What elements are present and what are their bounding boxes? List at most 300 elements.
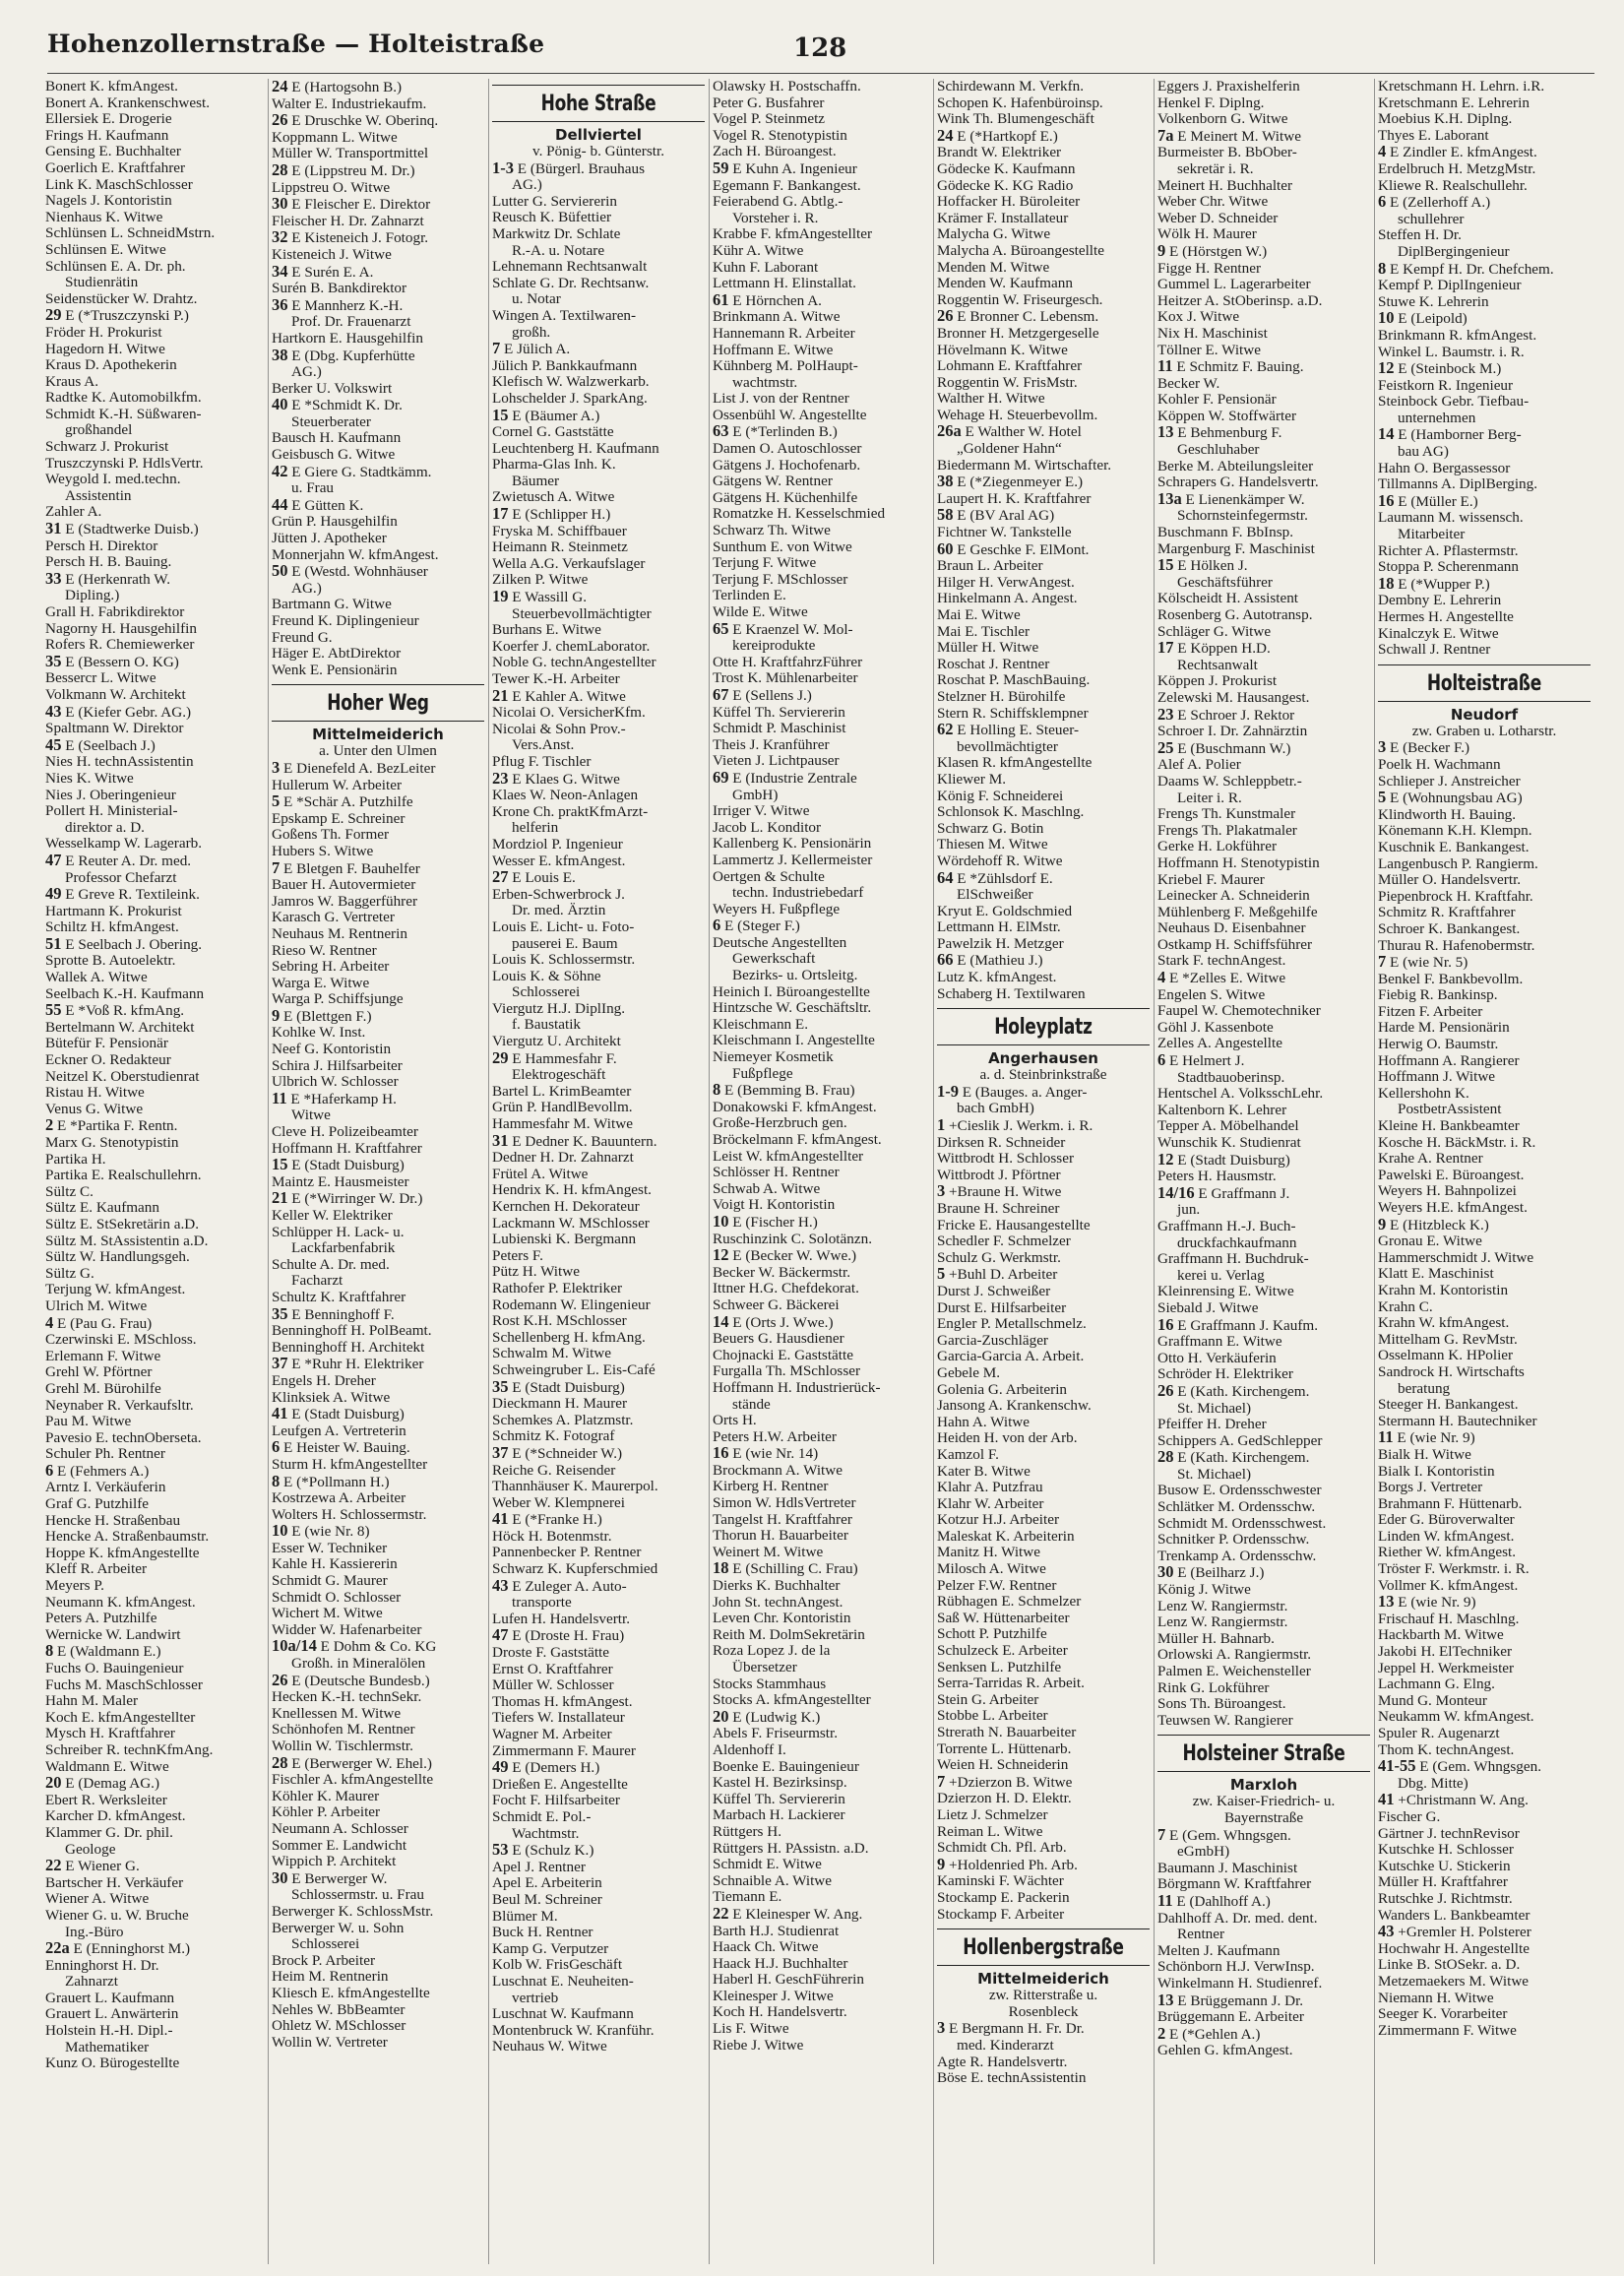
house-entry xyxy=(1378,576,1591,594)
resident-entry xyxy=(272,1969,484,1986)
entry-text: Esser W. Techniker xyxy=(272,1540,388,1556)
house-number: 42 xyxy=(272,463,288,480)
entry-text: Kliewe R. Realschullehr. xyxy=(1378,177,1528,194)
house-number: 36 xyxy=(272,296,288,314)
entry-text: Osselmann K. HPolier xyxy=(1378,1348,1514,1364)
entry-text: E (Steger F.) xyxy=(724,917,800,935)
entry-text: R.-A. u. Notare xyxy=(512,242,605,259)
entry-text: Wingen A. Textilwaren- xyxy=(492,307,637,324)
resident-entry xyxy=(937,640,1150,657)
entry-text: Schlonsok K. Maschlng. xyxy=(937,804,1085,821)
house-entry xyxy=(272,297,484,315)
resident-entry xyxy=(713,1807,925,1824)
house-number: 2 xyxy=(1157,2025,1166,2043)
resident-entry xyxy=(272,1208,484,1225)
entry-text: Hencke H. Straßenbau xyxy=(45,1512,181,1529)
resident-entry xyxy=(1378,609,1591,626)
resident-entry xyxy=(1157,1284,1370,1300)
resident-entry xyxy=(492,903,705,919)
entry-text: Thyes E. Laborant xyxy=(1378,127,1489,144)
entry-text: Seidenstücker W. Drahtz. xyxy=(45,290,198,307)
entry-text: Leiter i. R. xyxy=(1177,790,1242,806)
house-entry xyxy=(1157,491,1370,509)
resident-entry xyxy=(1157,790,1370,807)
resident-entry xyxy=(272,1257,484,1274)
entry-text: Berwerger W. u. Sohn xyxy=(272,1920,405,1936)
resident-entry xyxy=(492,1362,705,1379)
entry-text: E (wie Nr. 14) xyxy=(732,1445,819,1463)
entry-text: Schläger G. Witwe xyxy=(1157,623,1272,640)
house-number: 10 xyxy=(272,1523,288,1541)
entry-text: Kotzur H.J. Arbeiter xyxy=(937,1512,1059,1529)
entry-text: Pfeiffer H. Dreher xyxy=(1157,1417,1267,1433)
house-entry xyxy=(492,506,705,524)
entry-text: Pawelzik H. Metzger xyxy=(937,935,1064,952)
entry-text: Müller H. Bahnarb. xyxy=(1157,1630,1275,1647)
entry-text: Langenbusch P. Rangierm. xyxy=(1378,855,1538,872)
resident-entry xyxy=(713,1017,925,1034)
resident-entry xyxy=(1157,987,1370,1004)
resident-entry xyxy=(492,837,705,854)
entry-text: Schmidt Ch. Pfl. Arb. xyxy=(937,1840,1067,1857)
house-number: 15 xyxy=(492,407,509,424)
resident-entry xyxy=(1378,559,1591,576)
resident-entry xyxy=(45,1217,258,1233)
resident-entry xyxy=(713,968,925,984)
resident-entry xyxy=(45,342,258,358)
resident-entry xyxy=(1378,1183,1591,1200)
entry-text: E (wie Nr. 9) xyxy=(1398,1594,1476,1612)
entry-text: Fichtner W. Tankstelle xyxy=(937,525,1072,541)
resident-entry xyxy=(272,2018,484,2035)
entry-text: Rechtsanwalt xyxy=(1177,657,1258,673)
resident-entry xyxy=(937,95,1150,112)
resident-entry xyxy=(45,820,258,837)
entry-text: Schopen K. Hafenbüroinsp. xyxy=(937,95,1103,111)
entry-text: E (Beilharz J.) xyxy=(1177,1564,1265,1582)
entry-text: E Dedner K. Bauuntern. xyxy=(512,1132,657,1150)
entry-text: E (Mathieu J.) xyxy=(957,952,1043,970)
entry-text: Laupert H. K. Kraftfahrer xyxy=(937,490,1092,507)
entry-text: Thurau R. Hafenobermstr. xyxy=(1378,937,1535,954)
entry-text: Hammesfahr M. Witwe xyxy=(492,1116,633,1133)
resident-entry xyxy=(713,1824,925,1841)
entry-text: Köppen W. Stoffwärter xyxy=(1157,408,1297,424)
entry-text: Mitarbeiter xyxy=(1398,527,1466,543)
entry-text: E Helmert J. xyxy=(1169,1052,1245,1070)
resident-entry xyxy=(272,480,484,497)
entry-text: u. Frau xyxy=(291,480,335,497)
entry-text: Freund G. xyxy=(272,629,333,646)
resident-entry xyxy=(713,1100,925,1116)
district-name: Neudorf xyxy=(1450,705,1519,724)
entry-text: E Reuter A. Dr. med. xyxy=(65,852,192,869)
entry-text: Schmidt P. Maschinist xyxy=(713,721,846,737)
resident-entry xyxy=(492,1017,705,1034)
resident-entry xyxy=(1378,2023,1591,2040)
entry-text: Heimann R. Steinmetz xyxy=(492,539,628,556)
entry-text: E (Bemming B. Frau) xyxy=(724,1082,855,1100)
entry-text: E (BV Aral AG) xyxy=(957,507,1055,525)
house-number: 22 xyxy=(45,1858,62,1875)
resident-entry xyxy=(713,1232,925,1248)
entry-text: Gummel L. Lagerarbeiter xyxy=(1157,277,1311,293)
entry-text: Übersetzer xyxy=(732,1660,797,1675)
house-entry xyxy=(1157,1992,1370,2010)
resident-entry xyxy=(1378,840,1591,856)
entry-text: Bezirks- u. Ortsleitg. xyxy=(732,968,858,984)
entry-text: Eckner O. Redakteur xyxy=(45,1052,171,1069)
resident-entry xyxy=(492,1264,705,1281)
entry-text: Hammerschmidt J. Witwe xyxy=(1378,1249,1534,1266)
entry-text: E (wie Nr. 5) xyxy=(1390,954,1468,972)
resident-entry xyxy=(1378,1776,1591,1793)
entry-text: E (*Terlinden B.) xyxy=(732,423,838,441)
resident-entry xyxy=(937,194,1150,211)
resident-entry xyxy=(937,1890,1150,1907)
resident-entry xyxy=(45,1036,258,1052)
resident-entry xyxy=(272,514,484,531)
resident-entry xyxy=(713,1956,925,1973)
house-entry xyxy=(713,1560,925,1578)
entry-text: Schwarz J. Prokurist xyxy=(45,439,169,456)
resident-entry xyxy=(937,2055,1150,2071)
house-entry xyxy=(1157,1185,1370,1203)
entry-text: Klahr A. Putzfrau xyxy=(937,1480,1043,1496)
entry-text: Leist W. kfmAngestellter xyxy=(713,1148,864,1165)
resident-entry xyxy=(937,1430,1150,1447)
house-entry xyxy=(492,1379,705,1397)
resident-entry xyxy=(937,837,1150,854)
house-number: 25 xyxy=(1157,739,1174,757)
resident-entry xyxy=(1157,1664,1370,1680)
resident-entry xyxy=(272,1423,484,1440)
house-entry xyxy=(272,1190,484,1208)
entry-text: E Kahler A. Witwe xyxy=(512,687,626,705)
resident-entry xyxy=(713,1512,925,1529)
house-number: 4 xyxy=(1157,970,1166,987)
entry-text: Nicolai O. VersicherKfm. xyxy=(492,705,646,722)
resident-entry xyxy=(1378,227,1591,244)
resident-entry xyxy=(1378,1004,1591,1021)
entry-text: E (*Wirringer W. Dr.) xyxy=(291,1190,423,1208)
entry-text: E *Schmidt K. Dr. xyxy=(291,397,403,414)
entry-text: Henkel F. Diplng. xyxy=(1157,95,1265,111)
entry-text: Trost K. Mühlenarbeiter xyxy=(713,670,858,687)
house-number: 26 xyxy=(272,1672,288,1689)
house-entry xyxy=(1378,739,1591,757)
resident-entry xyxy=(272,1821,484,1838)
entry-text: E (Stadt Duisburg) xyxy=(1177,1151,1290,1169)
house-number: 6 xyxy=(1157,1052,1166,1070)
entry-text: Lammertz J. Kellermeister xyxy=(713,852,873,868)
entry-text: Hoffmann A. Rangierer xyxy=(1378,1052,1520,1069)
house-entry xyxy=(937,1117,1150,1135)
resident-entry xyxy=(45,1578,258,1595)
house-entry xyxy=(1378,310,1591,328)
resident-entry xyxy=(713,753,925,770)
resident-entry xyxy=(45,1529,258,1546)
house-number: 18 xyxy=(1378,575,1395,593)
resident-entry xyxy=(713,539,925,556)
entry-text: Witwe xyxy=(291,1107,331,1124)
house-entry xyxy=(937,308,1150,326)
house-number: 30 xyxy=(272,1869,288,1887)
house-number: 47 xyxy=(45,852,62,869)
entry-text: Hahn A. Witwe xyxy=(937,1414,1031,1430)
resident-entry xyxy=(492,1875,705,1892)
street-name: Holeyplatz xyxy=(994,1015,1093,1041)
entry-text: Wenk E. Pensionärin xyxy=(272,662,398,678)
entry-text: Durst J. Schweißer xyxy=(937,1283,1051,1299)
entry-text: Jülich P. Bankkaufmann xyxy=(492,357,638,374)
resident-entry xyxy=(45,970,258,986)
resident-entry xyxy=(1157,855,1370,872)
street-heading xyxy=(1157,1735,1370,1772)
entry-text: Kraus D. Apothekerin xyxy=(45,357,177,374)
entry-text: Häger E. AbtDirektor xyxy=(272,646,402,663)
district-name: Mittelmeiderich xyxy=(312,726,444,744)
entry-text: Partika H. xyxy=(45,1151,106,1168)
column-divider xyxy=(933,79,934,2264)
entry-text: Bartel L. KrimBeamter xyxy=(492,1083,632,1100)
house-entry xyxy=(45,1315,258,1333)
entry-text: Metzemaekers M. Witwe xyxy=(1378,1973,1530,1990)
entry-text: Wölk H. Maurer xyxy=(1157,226,1257,243)
entry-text: E Graffmann J. Kaufm. xyxy=(1177,1316,1318,1334)
entry-text: Wördehoff R. Witwe xyxy=(937,853,1063,869)
house-number: 10a/14 xyxy=(272,1638,317,1656)
resident-entry xyxy=(937,1725,1150,1741)
district-name: Marxloh xyxy=(1229,1776,1298,1795)
resident-entry xyxy=(713,128,925,145)
resident-entry xyxy=(713,721,925,737)
house-entry xyxy=(937,423,1150,441)
house-entry xyxy=(45,936,258,954)
entry-text: Donakowski F. kfmAngest. xyxy=(713,1099,877,1115)
house-entry xyxy=(492,869,705,887)
entry-text: Terjung F. MSchlosser xyxy=(713,571,848,588)
resident-entry xyxy=(1378,757,1591,774)
entry-text: Hoffacker H. Büroleiter xyxy=(937,194,1081,211)
entry-text: E Giere G. Stadtkämm. xyxy=(291,463,432,480)
entry-text: E Kraenzel W. Mol- xyxy=(732,620,853,638)
entry-text: E (Westd. Wohnhäuser xyxy=(291,563,428,581)
resident-entry xyxy=(713,1595,925,1612)
entry-text: E (Hartogsohn B.) xyxy=(291,79,403,95)
resident-entry xyxy=(713,1939,925,1956)
entry-text: Studienrätin xyxy=(65,275,139,291)
entry-text: Rosenberg G. Autotransp. xyxy=(1157,607,1313,623)
resident-entry xyxy=(45,177,258,194)
house-number: 65 xyxy=(713,620,729,638)
entry-text: E (*Truszczynski P.) xyxy=(65,307,189,325)
resident-entry xyxy=(937,1907,1150,1924)
resident-entry xyxy=(492,259,705,276)
resident-entry xyxy=(45,1958,258,1975)
entry-text: sekretär i. R. xyxy=(1177,160,1254,177)
entry-text: E Seelbach J. Obering. xyxy=(65,935,203,953)
street-extent: zw. Ritterstraße u. xyxy=(988,1987,1098,2004)
entry-text: Rübhagen E. Schmelzer xyxy=(937,1594,1082,1611)
resident-entry xyxy=(45,604,258,621)
house-entry xyxy=(713,423,925,441)
resident-entry xyxy=(492,474,705,490)
resident-entry xyxy=(1157,823,1370,840)
entry-text: Gronau E. Witwe xyxy=(1378,1233,1482,1250)
entry-text: Eggers J. Praxishelferin xyxy=(1157,79,1300,95)
column-divider xyxy=(1374,79,1375,2264)
entry-text: Zahnarzt xyxy=(65,1974,118,1991)
entry-text: Grauert L. Anwärterin xyxy=(45,2006,179,2023)
entry-text: E Hörnchen A. xyxy=(732,291,822,309)
house-entry xyxy=(1157,1317,1370,1335)
entry-text: Kleischmann E. xyxy=(713,1016,809,1033)
resident-entry xyxy=(1157,1631,1370,1648)
resident-entry xyxy=(1378,774,1591,790)
resident-entry xyxy=(492,2006,705,2023)
district-name: Mittelmeiderich xyxy=(977,1970,1109,1989)
resident-entry xyxy=(45,870,258,887)
resident-entry xyxy=(713,588,925,604)
entry-text: E (Droste H. Frau) xyxy=(512,1627,625,1645)
entry-text: Großh. in Mineralölen xyxy=(291,1656,426,1673)
resident-entry xyxy=(937,1545,1150,1561)
entry-text: Damen O. Autoschlosser xyxy=(713,441,862,458)
entry-text: Link K. MaschSchlosser xyxy=(45,176,193,193)
entry-text: Kleinrensing E. Witwe xyxy=(1157,1284,1294,1300)
entry-text: Schedler F. Schmelzer xyxy=(937,1233,1071,1250)
resident-entry xyxy=(45,1430,258,1447)
house-entry xyxy=(272,793,484,811)
resident-entry xyxy=(1157,326,1370,343)
house-entry xyxy=(492,1511,705,1529)
resident-entry xyxy=(1378,1266,1591,1283)
entry-text: Schlosserei xyxy=(512,984,581,1001)
resident-entry xyxy=(937,1594,1150,1611)
house-entry xyxy=(492,688,705,706)
house-number: 5 xyxy=(272,793,281,811)
entry-text: Mühlenberg F. Meßgehilfe xyxy=(1157,904,1318,920)
entry-text: +Cieslik J. Werkm. i. R. xyxy=(949,1117,1093,1135)
resident-entry xyxy=(713,803,925,820)
resident-entry xyxy=(1378,461,1591,477)
house-entry xyxy=(45,654,258,671)
entry-text: Gerke H. Lokführer xyxy=(1157,839,1278,855)
house-number: 32 xyxy=(272,229,288,247)
entry-text: E (Kiefer Gebr. AG.) xyxy=(65,703,192,721)
resident-entry xyxy=(492,1413,705,1429)
resident-entry xyxy=(492,984,705,1001)
entry-text: Wunschik K. Studienrat xyxy=(1157,1135,1301,1151)
resident-entry xyxy=(45,1513,258,1530)
resident-entry xyxy=(492,276,705,292)
resident-entry xyxy=(1157,757,1370,774)
resident-entry xyxy=(713,1181,925,1198)
entry-text: Kühnberg M. PolHaupt- xyxy=(713,358,858,375)
entry-text: E (Becker F.) xyxy=(1390,739,1470,757)
entry-text: E Walther W. Hotel xyxy=(965,423,1082,441)
house-number: 17 xyxy=(1157,640,1174,658)
entry-text: Grall H. Fabrikdirektor xyxy=(45,604,185,620)
house-number: 50 xyxy=(272,563,288,581)
resident-entry xyxy=(937,1578,1150,1595)
entry-text: Klahr W. Arbeiter xyxy=(937,1495,1044,1512)
house-entry xyxy=(713,917,925,935)
entry-text: Marx G. Stenotypistin xyxy=(45,1135,179,1151)
entry-text: Bronner H. Metzgergeselle xyxy=(937,325,1099,342)
house-number: 27 xyxy=(492,869,509,887)
resident-entry xyxy=(272,877,484,894)
resident-entry xyxy=(45,637,258,654)
resident-entry xyxy=(1157,293,1370,310)
resident-entry xyxy=(1157,161,1370,178)
resident-entry xyxy=(713,1132,925,1149)
resident-entry xyxy=(937,1233,1150,1250)
resident-entry xyxy=(713,885,925,902)
resident-entry xyxy=(492,820,705,837)
resident-entry xyxy=(1378,1315,1591,1332)
entry-text: Czerwinski E. MSchloss. xyxy=(45,1332,197,1349)
resident-entry xyxy=(45,621,258,638)
entry-text: Stuwe K. Lehrerin xyxy=(1378,293,1489,310)
resident-entry xyxy=(713,2004,925,2021)
resident-entry xyxy=(492,1677,705,1694)
resident-entry xyxy=(492,1727,705,1743)
directory-columns xyxy=(43,79,1600,2264)
house-number: 31 xyxy=(45,521,62,538)
entry-text: E (Schulz K.) xyxy=(512,1842,594,1860)
house-number: 19 xyxy=(492,589,509,606)
resident-entry xyxy=(272,2035,484,2052)
entry-text: Dipling.) xyxy=(65,588,120,604)
entry-text: Haack H.J. Buchhalter xyxy=(713,1955,848,1972)
entry-text: Schnaible A. Witwe xyxy=(713,1872,833,1889)
resident-entry xyxy=(1378,1037,1591,1053)
entry-text: Radtke K. Automobilkfm. xyxy=(45,390,202,407)
entry-text: AG.) xyxy=(291,580,322,597)
resident-entry xyxy=(1157,1532,1370,1549)
entry-text: Brock P. Arbeiter xyxy=(272,1952,376,1969)
resident-entry xyxy=(937,1218,1150,1234)
entry-text: Braune H. Schreiner xyxy=(937,1201,1060,1217)
entry-text: Goerlich E. Kraftfahrer xyxy=(45,159,186,176)
entry-text: Tepper A. Möbelhandel xyxy=(1157,1118,1299,1135)
entry-text: Torrente L. Hüttenarb. xyxy=(937,1740,1072,1757)
resident-entry xyxy=(937,1284,1150,1300)
entry-text: Wollin W. Vertreter xyxy=(272,2034,388,2051)
resident-entry xyxy=(45,1398,258,1415)
house-number: 23 xyxy=(1157,706,1174,724)
resident-entry xyxy=(1378,807,1591,824)
resident-entry xyxy=(492,1330,705,1347)
entry-text: Nix H. Maschinist xyxy=(1157,325,1268,342)
resident-entry xyxy=(1378,1726,1591,1742)
entry-text: Wesser E. kfmAngest. xyxy=(492,853,626,869)
entry-text: Vers.Anst. xyxy=(512,737,575,754)
street-extent: v. Pönig- b. Günterstr. xyxy=(531,143,664,159)
entry-text: Heitzer A. StOberinsp. a.D. xyxy=(1157,292,1323,309)
entry-text: Ruschinzink C. Solotänzn. xyxy=(713,1231,872,1247)
resident-entry xyxy=(492,1428,705,1445)
entry-text: Ellersiek E. Drogerie xyxy=(45,111,172,128)
entry-text: Schwarz Th. Witwe xyxy=(713,523,831,539)
house-entry xyxy=(1157,128,1370,146)
resident-entry xyxy=(937,1512,1150,1529)
entry-text: Romatzke H. Kesselschmied xyxy=(713,506,886,523)
resident-entry xyxy=(492,1545,705,1561)
entry-text: Beuers G. Hausdiener xyxy=(713,1331,844,1348)
